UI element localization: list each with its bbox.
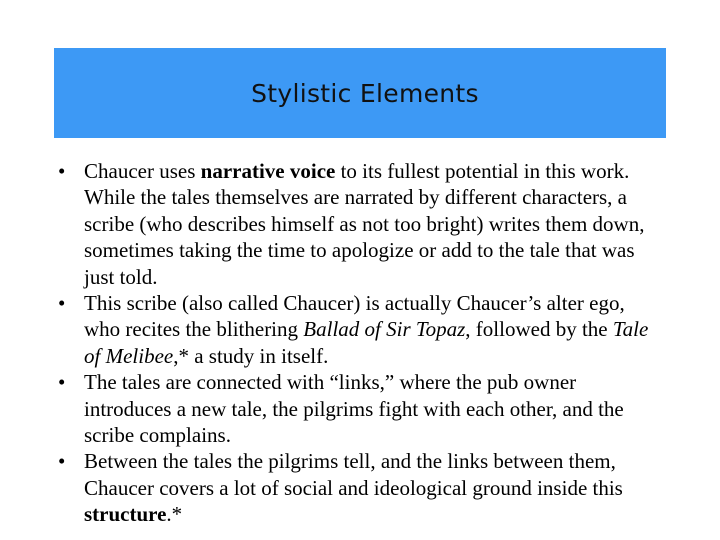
bullet-text-segment: narrative voice [200, 159, 336, 183]
bullet-icon: • [58, 449, 66, 474]
bullet-text-segment: Ballad of Sir Topaz [303, 317, 466, 342]
bullet-icon: • [58, 370, 66, 395]
slide-title: Stylistic Elements [251, 78, 479, 108]
bullet-text-segment: ,* a study in itself. [173, 343, 329, 368]
bullet-item [56, 448, 666, 527]
bullet-item [56, 290, 666, 369]
bullet-text-segment: Tale of Melibee [84, 317, 649, 368]
bullet-list [56, 158, 666, 528]
bullet-text-segment: The tales are connected with “links,” where the pub owner introduces a new tale, the pilgrims fight with each other, and the scribe complains. [84, 370, 624, 448]
bullet-text-segment: , followed by the [465, 317, 613, 342]
bullet-item [56, 369, 666, 448]
bullet-text-segment: Chaucer uses [84, 159, 201, 183]
title-bar [54, 48, 666, 138]
bullet-icon: • [58, 291, 66, 316]
bullet-text-segment: structure [84, 502, 167, 527]
bullet-icon: • [58, 159, 66, 183]
bullet-text-segment: Between the tales the pilgrims tell, and the links between them, Chaucer covers a lot of social and ideological ground inside this [84, 449, 623, 500]
bullet-text-segment: to its fullest potential in this work. While the tales themselves are narrated by different characters, a scribe (who describes himself as not too bright) writes them down, sometimes taking the time to apologize or add to the tale that was just told. [84, 159, 645, 289]
bullet-text-segment: This scribe (also called Chaucer) is actually Chaucer’s alter ego, who recites the blithering [84, 291, 625, 342]
bullet-item [56, 158, 666, 290]
bullet-text-segment: .* [166, 502, 183, 527]
